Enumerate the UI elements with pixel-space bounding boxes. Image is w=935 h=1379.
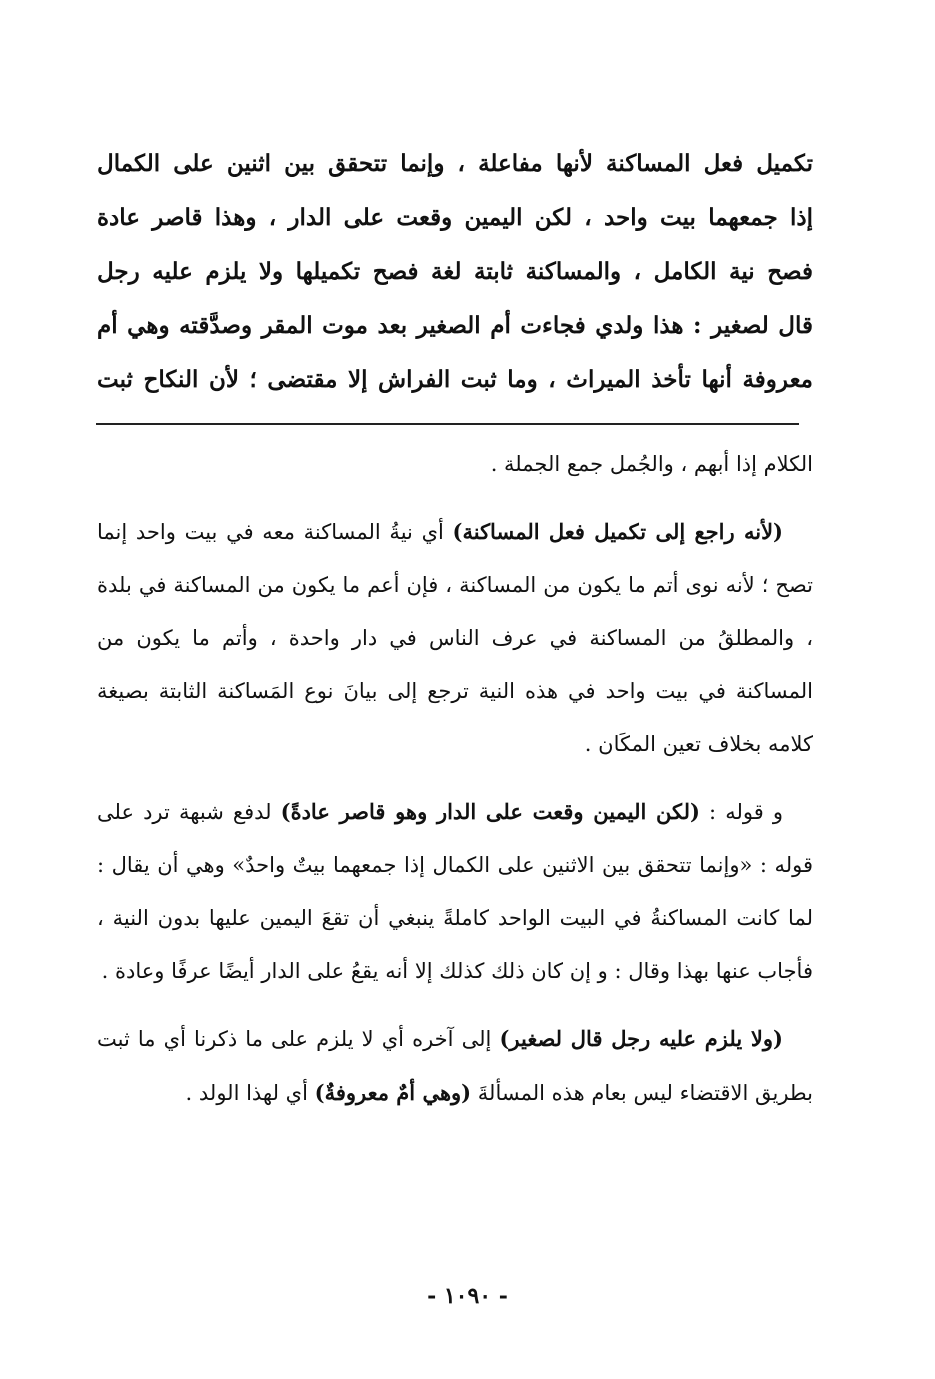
- page-number: - ١٠٩٠ -: [427, 1283, 508, 1309]
- main-text-line: قال لصغير : هذا ولدي فجاءت أم الصغير بعد موت المقر وصدَّقته وهي أم: [97, 312, 813, 339]
- commentary-paragraph: [97, 1012, 813, 1120]
- commentary-paragraph: [97, 438, 813, 491]
- section-divider: [96, 423, 799, 425]
- quoted-text: (ولا يلزم عليه رجل قال لصغير): [499, 1026, 783, 1051]
- quoted-text: (وهي أمٌ معروفةٌ): [314, 1080, 472, 1105]
- commentary-text: لدفع شبهة ترد على قوله : «وإنما تتحقق بين الاثنين على الكمال إذا جمعهما بيتٌ واحدٌ» وهي أن يقال : لما كانت المساكنةُ في البيت الواحد كاملةً ينبغي أن تقعَ اليمين عليها بدون النية ، فأجاب عنها بهذا وقال : و إن كان ذلك كذلك إلا أنه يقعُ على الدار أيضًا عرفًا وعادة .: [97, 800, 813, 983]
- main-text: [97, 137, 813, 407]
- commentary-text: أي لهذا الولد .: [185, 1081, 315, 1105]
- main-text-line: إذا جمعهما بيت واحد ، لكن اليمين وقعت على الدار ، وهذا قاصر عادة: [97, 204, 813, 231]
- commentary-text: أي نيةُ المساكنة معه في بيت واحد إنما تصح ؛ لأنه نوى أتم ما يكون من المساكنة ، فإن أعم ما يكون من المساكنة في بلدة ، والمطلقُ من المساكنة في عرف الناس في دار واحدة ، وأتم ما يكون من المساكنة في بيت واحد في هذه النية ترجع إلى بيانَ نوع المَساكنة الثابتة بصيغة كلامه بخلاف تعين المكَان .: [97, 520, 813, 756]
- main-text-line: فصح نية الكامل ، والمساكنة ثابتة لغة فصح تكميلها ولا يلزم عليه رجل: [97, 258, 813, 285]
- commentary-paragraph: [97, 505, 813, 771]
- commentary-paragraph: [97, 785, 813, 998]
- main-text-line: معروفة أنها تأخذ الميراث ، وما ثبت الفراش إلا مقتضى ؛ لأن النكاح ثبت: [97, 366, 813, 393]
- commentary-text: و قوله :: [699, 800, 783, 824]
- quoted-text: (لكن اليمين وقعت على الدار وهو قاصر عادةً): [280, 799, 700, 824]
- commentary-text: الكلام إذا أبهم ، والجُمل جمع الجملة .: [490, 452, 813, 476]
- commentary: [97, 438, 813, 1134]
- quoted-text: (لأنه راجع إلى تكميل فعل المساكنة): [452, 519, 783, 544]
- commentary-text: إلى آخره أي لا يلزم على ما ذكرنا أي ما ثبت بطريق الاقتضاء ليس بعام هذه المسألةَ: [97, 1027, 813, 1105]
- main-text-line: تكميل فعل المساكنة لأنها مفاعلة ، وإنما تتحقق بين اثنين على الكمال: [97, 150, 813, 177]
